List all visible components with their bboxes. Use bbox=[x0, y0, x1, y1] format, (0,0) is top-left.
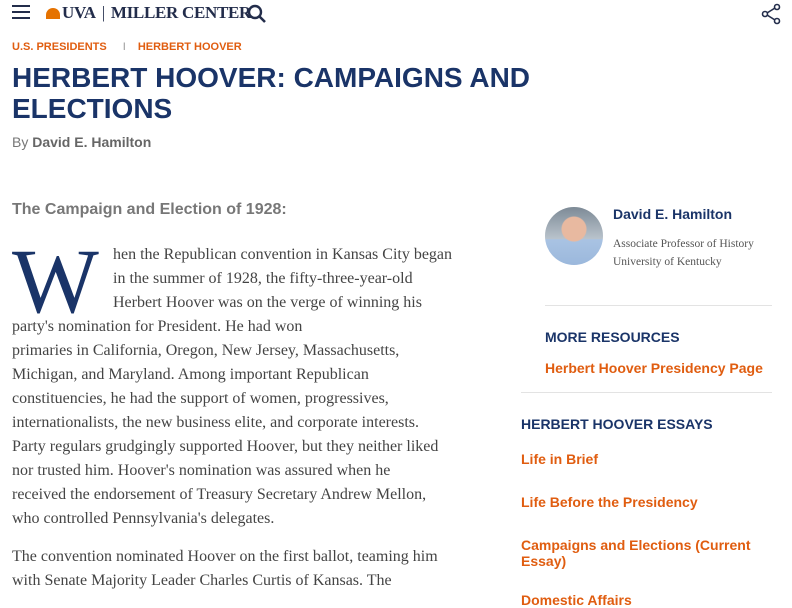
text-line: internationalists, the new business elite, and corporate interests. bbox=[12, 414, 419, 431]
author-card-details bbox=[613, 235, 754, 271]
essay-link-campaigns-elections[interactable]: Campaigns and Elections (Current Essay) bbox=[521, 537, 751, 569]
breadcrumb-separator: I bbox=[122, 41, 126, 53]
byline bbox=[12, 134, 151, 150]
more-resources-heading: MORE RESOURCES bbox=[545, 329, 680, 345]
essay-link-life-in-brief[interactable]: Life in Brief bbox=[521, 451, 599, 467]
text-line: in the summer of 1928, the fifty-three-year-old bbox=[113, 270, 413, 287]
essays-heading: HERBERT HOOVER ESSAYS bbox=[521, 416, 713, 432]
byline-prefix: By bbox=[12, 134, 29, 150]
logo-miller-center: MILLER CENTER bbox=[110, 3, 252, 22]
text-line: Michigan, and Maryland. Among important Republican bbox=[12, 366, 369, 383]
drop-cap: W bbox=[12, 230, 99, 332]
logo-separator: | bbox=[101, 3, 105, 22]
author-card-name[interactable]: David E. Hamilton bbox=[613, 206, 733, 222]
text-line: received the endorsement of Treasury Secretary Andrew Mellon, bbox=[12, 486, 427, 503]
section-heading: The Campaign and Election of 1928: bbox=[12, 201, 287, 218]
divider bbox=[545, 305, 772, 306]
text-line: The convention nominated Hoover on the first ballot, teaming him bbox=[12, 548, 438, 565]
text-line: constituencies, he had the support of women, progressives, bbox=[12, 390, 389, 407]
text-line: primaries in California, Oregon, New Jersey, Massachusetts, bbox=[12, 342, 400, 359]
site-header bbox=[0, 0, 792, 28]
breadcrumb-herbert-hoover[interactable]: HERBERT HOOVER bbox=[137, 41, 242, 53]
text-line: Herbert Hoover was on the verge of winning his bbox=[113, 294, 422, 311]
text-line: who controlled Pennsylvania's delegates. bbox=[12, 510, 275, 527]
text-line: with Senate Majority Leader Charles Curtis of Kansas. The bbox=[12, 572, 392, 589]
article-paragraph-1 bbox=[12, 230, 462, 531]
site-logo[interactable] bbox=[46, 3, 251, 23]
hamburger-menu-icon[interactable] bbox=[12, 5, 30, 21]
breadcrumb-us-presidents[interactable]: U.S. PRESIDENTS bbox=[12, 41, 107, 53]
breadcrumb bbox=[12, 41, 242, 53]
link-presidency-page[interactable]: Herbert Hoover Presidency Page bbox=[545, 360, 763, 376]
author-avatar bbox=[545, 207, 603, 265]
rotunda-icon bbox=[46, 8, 60, 19]
text-line: hen the Republican convention in Kansas City began bbox=[113, 246, 453, 263]
logo-uva: UVA bbox=[62, 3, 96, 22]
text-line: nor trusted him. Hoover's nomination was assured when he bbox=[12, 462, 391, 479]
text-line: party's nomination for President. He had won bbox=[12, 318, 303, 335]
divider bbox=[521, 392, 772, 393]
share-icon[interactable] bbox=[761, 3, 781, 25]
text-line: Party regulars grudgingly supported Hoover, but they neither liked bbox=[12, 438, 439, 455]
essay-link-life-before-presidency[interactable]: Life Before the Presidency bbox=[521, 494, 698, 510]
byline-author[interactable]: David E. Hamilton bbox=[32, 134, 152, 150]
search-icon[interactable] bbox=[247, 4, 267, 24]
article-paragraph-2 bbox=[12, 545, 438, 593]
essay-link-domestic-affairs[interactable]: Domestic Affairs bbox=[521, 592, 632, 608]
author-role: Associate Professor of History bbox=[613, 238, 754, 250]
author-affiliation: University of Kentucky bbox=[613, 256, 722, 268]
page-title: HERBERT HOOVER: CAMPAIGNS AND ELECTIONS bbox=[12, 62, 531, 124]
